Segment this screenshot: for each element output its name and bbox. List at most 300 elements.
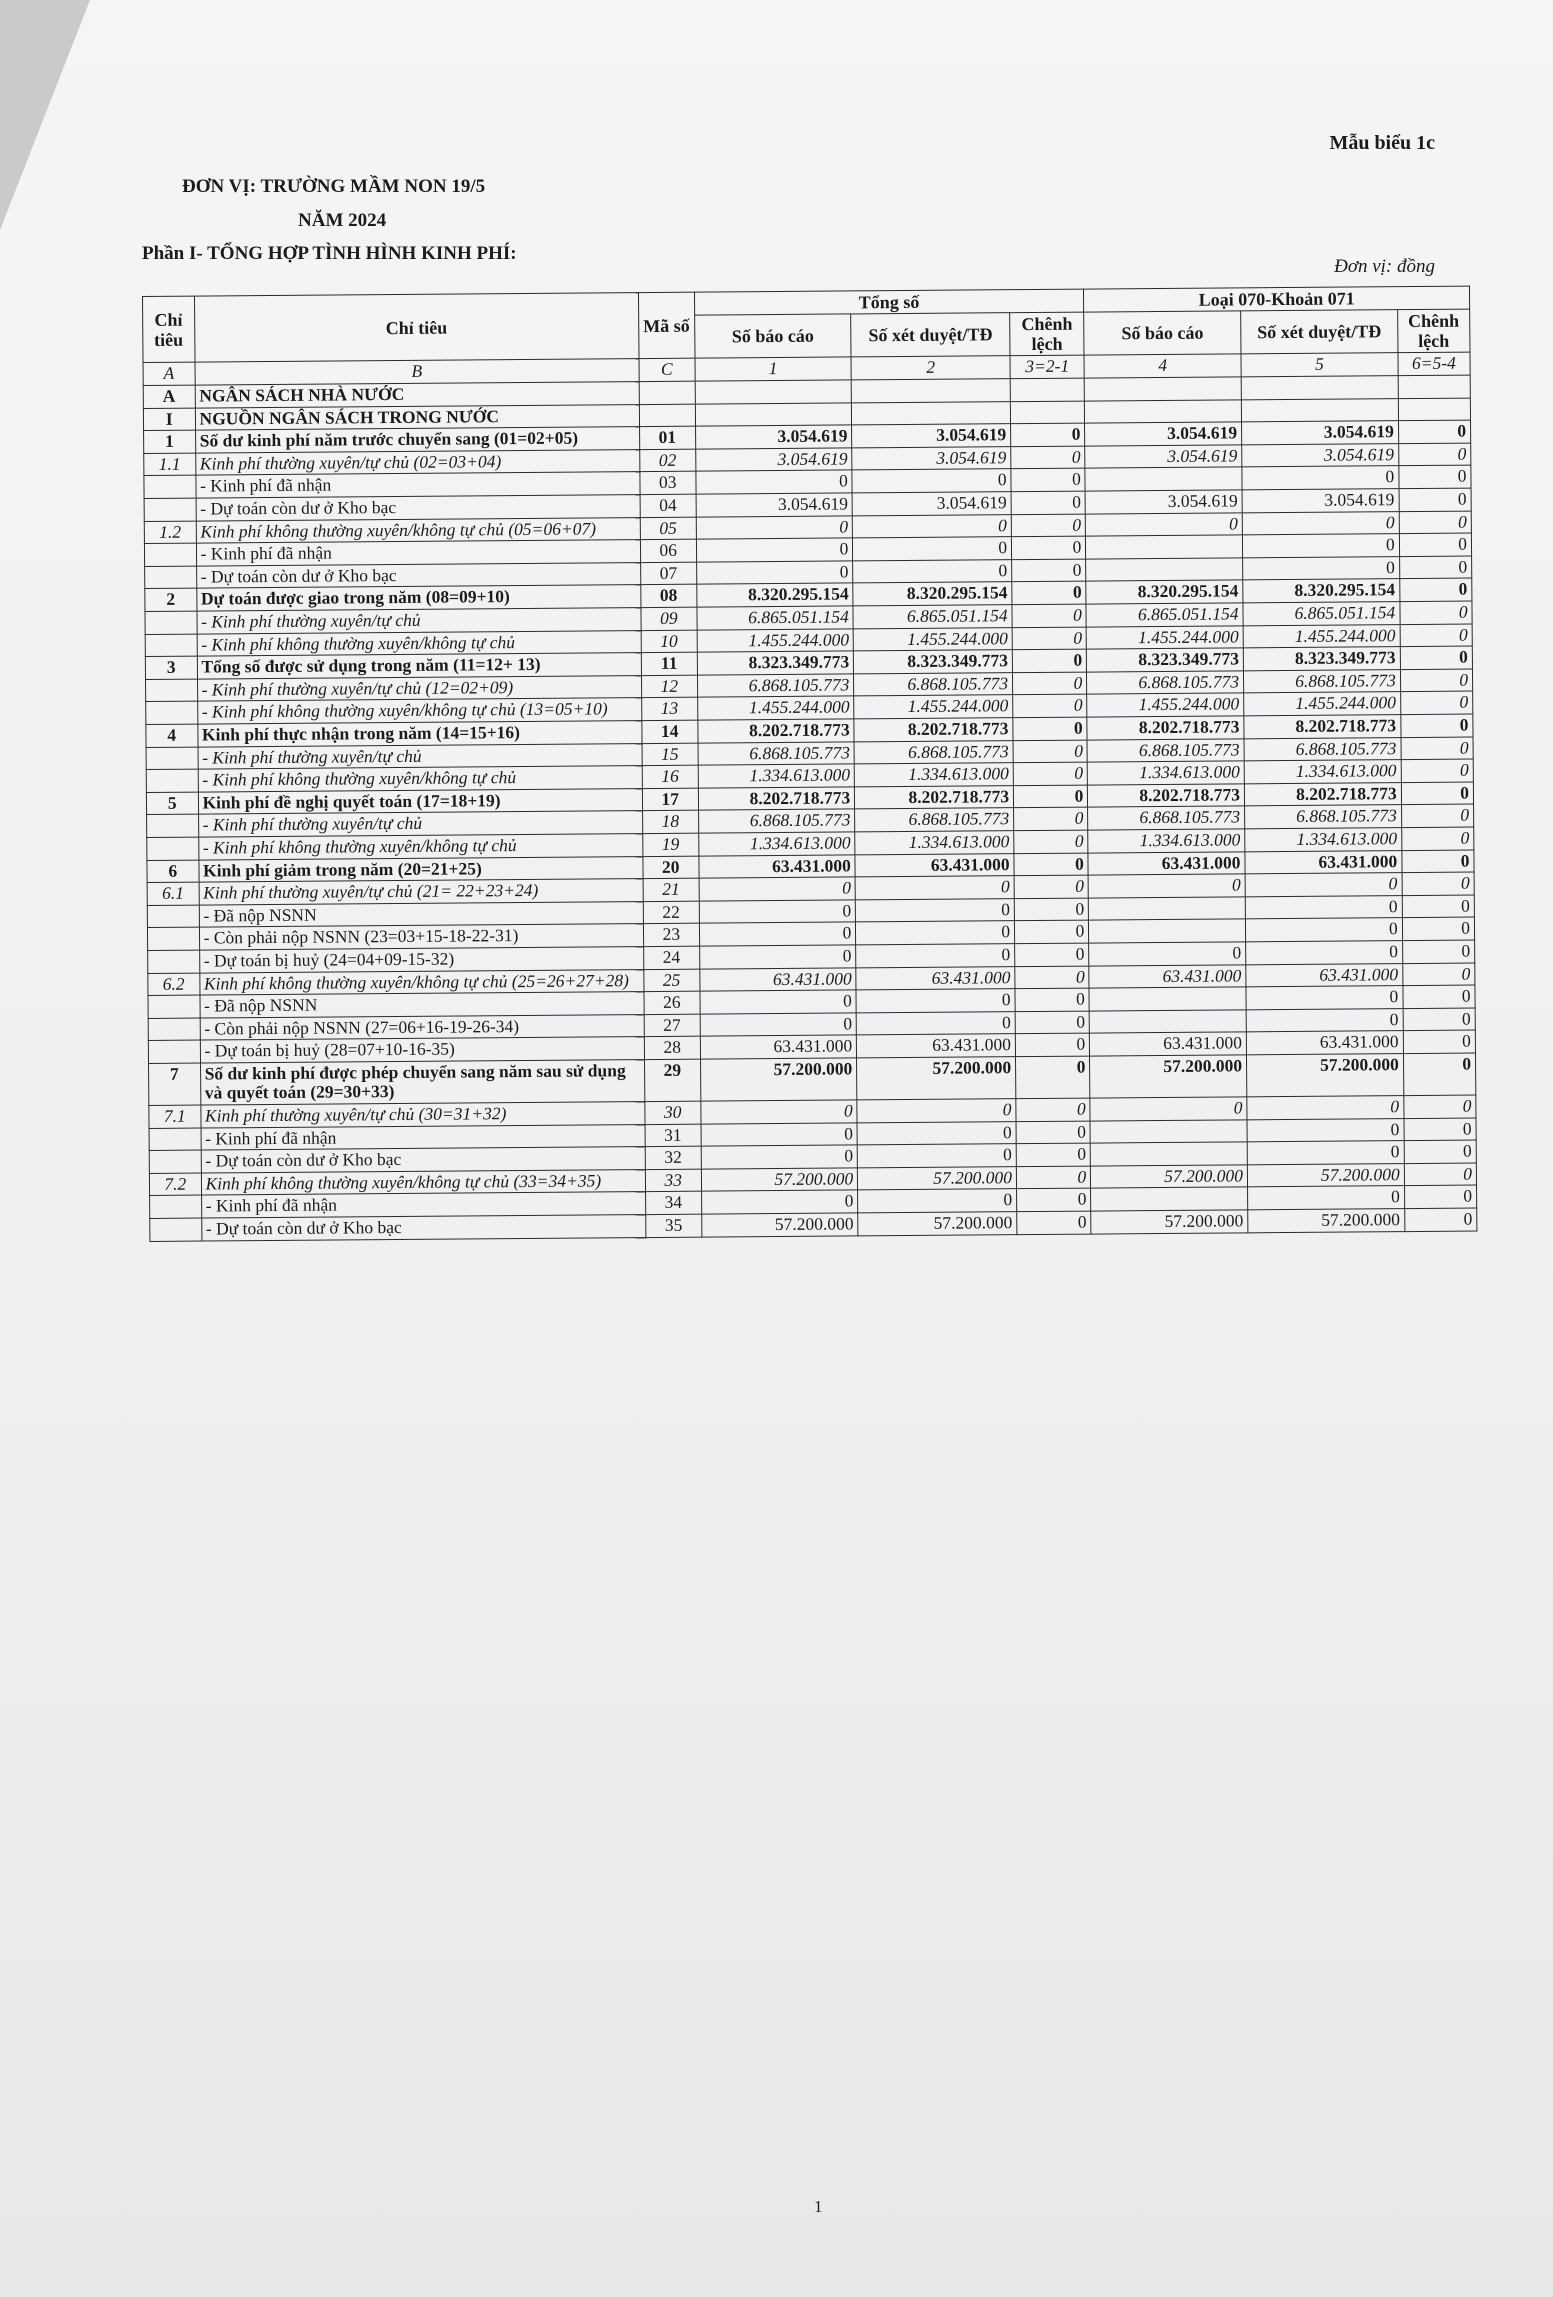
- row-index: 7.2: [149, 1173, 201, 1196]
- row-approved-type: 0: [1246, 986, 1403, 1010]
- row-code: 22: [643, 901, 699, 924]
- row-approved-type: 0: [1245, 918, 1402, 942]
- row-reported-total: 8.202.718.773: [697, 719, 854, 743]
- part-title: Phần I- TỔNG HỢP TÌNH HÌNH KINH PHÍ:: [142, 243, 517, 264]
- row-code: 32: [645, 1146, 701, 1169]
- row-reported-type: 1.455.244.000: [1086, 625, 1243, 649]
- row-reported-type: 1.455.244.000: [1087, 693, 1244, 717]
- row-code: 08: [641, 585, 697, 608]
- row-reported-type: 0: [1089, 942, 1246, 966]
- row-approved-type: 1.455.244.000: [1243, 624, 1400, 648]
- form-code: Mẫu biểu 1c: [1329, 132, 1435, 154]
- row-index: 6.2: [148, 973, 200, 996]
- row-item-name: Kinh phí giảm trong năm (20=21+25): [198, 856, 643, 882]
- row-item-name: Kinh phí thường xuyên/tự chủ (21= 22+23+24): [199, 879, 644, 905]
- row-approved-type: 6.868.105.773: [1245, 805, 1402, 829]
- row-item-name: Kinh phí không thường xuyên/không tự chủ (33=34+35): [201, 1169, 646, 1195]
- row-diff-total: 0: [1012, 627, 1086, 650]
- row-code: 13: [642, 698, 698, 721]
- row-diff-total: 0: [1016, 1056, 1091, 1099]
- row-code: 07: [641, 562, 697, 585]
- row-index: I: [143, 408, 195, 431]
- row-reported-type: 3.054.619: [1085, 422, 1242, 446]
- row-reported-type: [1086, 558, 1243, 582]
- row-approved-type: 8.320.295.154: [1243, 579, 1400, 603]
- row-item-name: - Còn phải nộp NSNN (27=06+16-19-26-34): [200, 1014, 645, 1040]
- row-code: 16: [642, 765, 698, 788]
- row-diff-type: [1398, 375, 1470, 398]
- row-item-name: - Dự toán bị huỷ (28=07+10-16-35): [200, 1037, 645, 1063]
- row-reported-total: 6.868.105.773: [697, 674, 854, 698]
- row-diff-total: 0: [1013, 762, 1087, 785]
- col-header-approved: Số xét duyệt/TĐ: [851, 313, 1010, 358]
- row-index: 1.1: [144, 453, 196, 476]
- colref-cell: A: [143, 363, 195, 386]
- row-diff-type: 0: [1403, 985, 1475, 1008]
- row-reported-total: 0: [696, 538, 853, 562]
- row-item-name: NGÂN SÁCH NHÀ NƯỚC: [195, 382, 640, 408]
- row-code: 02: [640, 449, 696, 472]
- page-number: 1: [814, 2197, 823, 2216]
- row-diff-total: 0: [1013, 717, 1087, 740]
- row-approved-total: 57.200.000: [858, 1167, 1017, 1191]
- row-approved-type: 1.334.613.000: [1244, 760, 1401, 784]
- row-diff-total: 0: [1016, 1121, 1090, 1144]
- row-item-name: Số dư kinh phí được phép chuyển sang năm sau sử dụng và quyết toán (29=30+33): [200, 1059, 645, 1105]
- row-approved-total: 3.054.619: [852, 424, 1011, 448]
- row-reported-total: 0: [699, 877, 856, 901]
- row-diff-type: 0: [1402, 917, 1474, 940]
- row-code: 33: [645, 1169, 701, 1192]
- row-approved-type: 63.431.000: [1245, 850, 1402, 874]
- row-reported-total: 63.431.000: [699, 854, 856, 878]
- row-approved-total: 0: [856, 921, 1015, 945]
- row-item-name: - Kinh phí không thường xuyên/không tự chủ: [198, 834, 643, 860]
- row-approved-total: 3.054.619: [852, 492, 1011, 516]
- row-reported-total: 0: [696, 561, 853, 585]
- row-index: A: [143, 385, 195, 408]
- row-approved-type: 3.054.619: [1242, 421, 1399, 445]
- row-diff-type: 0: [1401, 804, 1473, 827]
- row-item-name: - Kinh phí đã nhận: [195, 472, 640, 498]
- row-approved-total: 63.431.000: [855, 853, 1014, 877]
- col-group-type: Loại 070-Khoản 071: [1084, 286, 1470, 312]
- row-reported-type: [1089, 987, 1246, 1011]
- row-reported-type: 8.320.295.154: [1086, 580, 1243, 604]
- row-item-name: - Kinh phí đã nhận: [196, 540, 641, 566]
- colref-cell: 2: [851, 356, 1010, 380]
- row-reported-type: [1090, 1142, 1247, 1166]
- row-reported-type: 63.431.000: [1090, 1032, 1247, 1056]
- row-item-name: Dự toán được giao trong năm (08=09+10): [196, 585, 641, 611]
- row-diff-type: 0: [1402, 850, 1474, 873]
- row-diff-type: 0: [1404, 1140, 1476, 1163]
- row-diff-type: 0: [1404, 1095, 1476, 1118]
- row-diff-type: 0: [1403, 1030, 1475, 1053]
- row-reported-type: 0: [1090, 1097, 1247, 1121]
- row-approved-total: 63.431.000: [857, 1034, 1016, 1058]
- row-approved-total: 63.431.000: [856, 966, 1015, 990]
- row-reported-total: 0: [701, 1123, 858, 1147]
- row-code: 04: [640, 494, 696, 517]
- colref-cell: C: [639, 359, 695, 382]
- row-diff-type: 0: [1402, 872, 1474, 895]
- row-reported-total: 0: [699, 922, 856, 946]
- row-diff-type: [1398, 398, 1470, 421]
- row-item-name: - Đã nộp NSNN: [199, 901, 644, 927]
- row-diff-total: 0: [1011, 423, 1085, 446]
- row-code: 01: [639, 426, 695, 449]
- row-item-name: - Kinh phí đã nhận: [201, 1192, 646, 1218]
- row-index: [146, 747, 198, 770]
- col-header-reported: Số báo cáo: [694, 314, 851, 359]
- row-reported-total: 63.431.000: [700, 1035, 857, 1059]
- row-approved-type: 0: [1245, 895, 1402, 919]
- row-reported-total: 1.455.244.000: [697, 629, 854, 653]
- row-approved-type: 0: [1242, 466, 1399, 490]
- row-diff-total: 0: [1017, 1189, 1091, 1212]
- row-diff-total: 0: [1013, 694, 1087, 717]
- row-approved-total: [851, 379, 1010, 403]
- row-diff-type: 0: [1400, 669, 1472, 692]
- row-index: 1: [144, 430, 196, 453]
- row-approved-total: 0: [856, 989, 1015, 1013]
- row-code: 09: [641, 607, 697, 630]
- row-diff-total: 0: [1016, 1166, 1090, 1189]
- row-approved-total: 0: [853, 559, 1012, 583]
- row-approved-total: 6.868.105.773: [854, 740, 1013, 764]
- row-reported-type: [1085, 467, 1242, 491]
- row-item-name: - Còn phải nộp NSNN (23=03+15-18-22-31): [199, 924, 644, 950]
- row-item-name: Kinh phí thực nhận trong năm (14=15+16): [197, 721, 642, 747]
- row-index: [147, 927, 199, 950]
- row-approved-type: 57.200.000: [1247, 1053, 1404, 1096]
- row-reported-total: 1.334.613.000: [698, 832, 855, 856]
- row-index: [146, 679, 198, 702]
- row-diff-total: 0: [1014, 853, 1088, 876]
- row-index: 2: [145, 588, 197, 611]
- col-header-approved-2: Số xét duyệt/TĐ: [1241, 310, 1398, 355]
- row-approved-type: 8.202.718.773: [1244, 715, 1401, 739]
- row-approved-total: 6.868.105.773: [855, 808, 1014, 832]
- row-diff-total: 0: [1016, 1098, 1090, 1121]
- row-diff-type: 0: [1404, 1208, 1476, 1231]
- row-diff-type: 0: [1398, 443, 1470, 466]
- row-approved-type: 0: [1242, 534, 1399, 558]
- row-approved-type: 6.865.051.154: [1243, 602, 1400, 626]
- col-group-total: Tổng số: [694, 289, 1084, 315]
- row-reported-type: [1085, 400, 1242, 424]
- row-approved-total: 0: [857, 1144, 1016, 1168]
- row-code: 12: [641, 675, 697, 698]
- row-item-name: Tổng số được sử dụng trong năm (11=12+ 13): [197, 653, 642, 679]
- row-diff-type: 0: [1399, 488, 1471, 511]
- row-reported-total: 0: [700, 1100, 857, 1124]
- row-approved-type: 6.868.105.773: [1243, 669, 1400, 693]
- row-diff-type: 0: [1400, 624, 1472, 647]
- row-approved-total: 8.320.295.154: [853, 582, 1012, 606]
- row-index: [146, 769, 198, 792]
- row-reported-total: 6.868.105.773: [698, 741, 855, 765]
- row-approved-total: 0: [853, 514, 1012, 538]
- row-diff-total: 0: [1014, 920, 1088, 943]
- row-reported-type: 63.431.000: [1088, 851, 1245, 875]
- row-code: 25: [644, 969, 700, 992]
- row-diff-type: 0: [1398, 420, 1470, 443]
- row-diff-type: 0: [1404, 1163, 1476, 1186]
- row-reported-total: 8.202.718.773: [698, 787, 855, 811]
- row-diff-total: 0: [1013, 672, 1087, 695]
- row-reported-type: 0: [1088, 874, 1245, 898]
- row-approved-type: [1241, 376, 1398, 400]
- row-code: 17: [642, 788, 698, 811]
- row-reported-total: 0: [701, 1145, 858, 1169]
- row-code: [639, 381, 695, 404]
- row-reported-type: [1086, 535, 1243, 559]
- row-diff-total: 0: [1012, 649, 1086, 672]
- row-approved-type: 1.455.244.000: [1244, 692, 1401, 716]
- row-item-name: - Kinh phí thường xuyên/tự chủ: [198, 743, 643, 769]
- row-diff-total: 0: [1016, 1143, 1090, 1166]
- row-index: [147, 905, 199, 928]
- row-item-name: Kinh phí không thường xuyên/không tự chủ (25=26+27+28): [199, 969, 644, 995]
- row-approved-total: 0: [858, 1189, 1017, 1213]
- row-diff-type: 0: [1404, 1118, 1476, 1141]
- row-approved-type: 63.431.000: [1246, 963, 1403, 987]
- col-header-code: Mã số: [638, 292, 694, 359]
- row-reported-total: 0: [700, 990, 857, 1014]
- row-index: 4: [146, 724, 198, 747]
- row-reported-type: 8.202.718.773: [1087, 716, 1244, 740]
- row-item-name: Số dư kinh phí năm trước chuyển sang (01=02+05): [195, 427, 640, 453]
- row-code: 29: [644, 1059, 700, 1102]
- row-diff-total: [1010, 401, 1084, 424]
- row-code: 24: [644, 946, 700, 969]
- row-code: 19: [643, 833, 699, 856]
- row-item-name: - Dự toán còn dư ở Kho bạc: [196, 495, 641, 521]
- row-approved-type: 0: [1242, 511, 1399, 535]
- row-index: 6: [147, 860, 199, 883]
- row-index: 6.1: [147, 882, 199, 905]
- row-approved-total: 0: [857, 1121, 1016, 1145]
- row-reported-total: 6.865.051.154: [697, 606, 854, 630]
- colref-cell: 3=2-1: [1010, 356, 1084, 379]
- row-reported-total: 3.054.619: [696, 493, 853, 517]
- row-code: 35: [646, 1214, 702, 1237]
- row-code: [639, 404, 695, 427]
- row-code: 14: [642, 720, 698, 743]
- row-reported-total: 1.455.244.000: [697, 696, 854, 720]
- row-approved-total: [852, 401, 1011, 425]
- row-reported-total: 57.200.000: [701, 1168, 858, 1192]
- row-index: [146, 701, 198, 724]
- row-code: 06: [640, 539, 696, 562]
- row-diff-type: 0: [1400, 601, 1472, 624]
- row-reported-type: 6.868.105.773: [1088, 806, 1245, 830]
- row-approved-type: [1241, 398, 1398, 422]
- row-reported-total: 57.200.000: [701, 1213, 858, 1237]
- row-reported-total: [695, 403, 852, 427]
- row-diff-total: 0: [1014, 875, 1088, 898]
- row-code: 05: [640, 517, 696, 540]
- unit-name: ĐƠN VỊ: TRƯỜNG MẦM NON 19/5: [182, 176, 486, 197]
- row-code: 20: [643, 856, 699, 879]
- row-index: [148, 1018, 200, 1041]
- row-approved-total: 57.200.000: [858, 1212, 1017, 1236]
- row-approved-type: 3.054.619: [1242, 443, 1399, 467]
- row-item-name: - Đã nộp NSNN: [200, 992, 645, 1018]
- row-reported-total: 6.868.105.773: [698, 809, 855, 833]
- col-header-diff-2: Chênh lệch: [1397, 309, 1470, 353]
- row-diff-type: 0: [1399, 578, 1471, 601]
- row-item-name: Kinh phí không thường xuyên/không tự chủ (05=06+07): [196, 517, 641, 543]
- row-diff-type: 0: [1400, 646, 1472, 669]
- row-code: 11: [641, 652, 697, 675]
- row-diff-total: 0: [1015, 1033, 1089, 1056]
- row-item-name: - Kinh phí không thường xuyên/không tự chủ (13=05+10): [197, 698, 642, 724]
- row-approved-type: 8.323.349.773: [1243, 647, 1400, 671]
- row-item-name: - Dự toán bị huỷ (24=04+09-15-32): [199, 946, 644, 972]
- row-code: 27: [644, 1014, 700, 1037]
- row-diff-total: 0: [1011, 491, 1085, 514]
- row-index: [148, 950, 200, 973]
- row-diff-total: 0: [1013, 785, 1087, 808]
- row-item-name: - Kinh phí thường xuyên/tự chủ: [197, 608, 642, 634]
- row-code: 34: [645, 1192, 701, 1215]
- row-diff-total: 0: [1011, 514, 1085, 537]
- row-approved-type: 0: [1247, 1118, 1404, 1142]
- col-header-index: Chỉ tiêu: [143, 296, 195, 363]
- row-diff-total: 0: [1014, 807, 1088, 830]
- colref-cell: 6=5-4: [1398, 353, 1470, 376]
- row-diff-total: 0: [1012, 604, 1086, 627]
- row-reported-total: 0: [699, 900, 856, 924]
- row-diff-total: 0: [1017, 1211, 1091, 1234]
- row-reported-type: 0: [1086, 512, 1243, 536]
- row-diff-total: 0: [1011, 469, 1085, 492]
- row-reported-total: [695, 380, 852, 404]
- row-item-name: Kinh phí đề nghị quyết toán (17=18+19): [198, 788, 643, 814]
- row-diff-type: 0: [1401, 737, 1473, 760]
- row-code: 26: [644, 991, 700, 1014]
- row-diff-type: 0: [1401, 759, 1473, 782]
- row-index: [150, 1218, 202, 1241]
- row-reported-type: [1089, 1010, 1246, 1034]
- row-approved-total: 0: [853, 537, 1012, 561]
- row-approved-type: 8.202.718.773: [1244, 782, 1401, 806]
- row-reported-total: 1.334.613.000: [698, 764, 855, 788]
- row-index: [150, 1196, 202, 1219]
- row-diff-type: 0: [1403, 1008, 1475, 1031]
- row-reported-type: 3.054.619: [1085, 445, 1242, 469]
- row-diff-type: 0: [1402, 940, 1474, 963]
- row-reported-total: 57.200.000: [700, 1058, 857, 1101]
- row-code: 21: [643, 878, 699, 901]
- row-item-name: Kinh phí thường xuyên/tự chủ (02=03+04): [195, 449, 640, 475]
- row-reported-total: 8.323.349.773: [697, 651, 854, 675]
- row-index: [147, 837, 199, 860]
- row-approved-total: 8.202.718.773: [854, 718, 1013, 742]
- row-reported-type: 1.334.613.000: [1088, 761, 1245, 785]
- row-diff-total: 0: [1015, 988, 1089, 1011]
- row-approved-total: 1.455.244.000: [854, 695, 1013, 719]
- row-approved-type: 0: [1248, 1186, 1405, 1210]
- row-reported-total: 0: [701, 1190, 858, 1214]
- row-index: [144, 476, 196, 499]
- row-index: 3: [145, 656, 197, 679]
- row-item-name: - Dự toán còn dư ở Kho bạc: [201, 1147, 646, 1173]
- row-diff-total: 0: [1014, 830, 1088, 853]
- report-year: NĂM 2024: [298, 210, 387, 231]
- row-approved-total: 1.455.244.000: [853, 627, 1012, 651]
- row-diff-type: 0: [1402, 963, 1474, 986]
- row-reported-total: 0: [699, 945, 856, 969]
- row-diff-total: 0: [1015, 943, 1089, 966]
- row-reported-type: 8.202.718.773: [1088, 784, 1245, 808]
- row-approved-total: 0: [852, 469, 1011, 493]
- row-approved-type: 6.868.105.773: [1244, 737, 1401, 761]
- row-approved-total: 57.200.000: [857, 1057, 1016, 1100]
- row-item-name: - Kinh phí thường xuyên/tự chủ (12=02+09): [197, 675, 642, 701]
- page-corner-shadow: [0, 0, 90, 230]
- row-index: [149, 1150, 201, 1173]
- row-index: [149, 1128, 201, 1151]
- row-approved-type: 1.334.613.000: [1245, 828, 1402, 852]
- row-reported-type: [1089, 919, 1246, 943]
- row-index: 7: [149, 1063, 201, 1106]
- funding-summary-table: [142, 286, 1477, 1242]
- row-reported-type: 3.054.619: [1085, 490, 1242, 514]
- row-approved-total: 6.865.051.154: [853, 605, 1012, 629]
- row-index: [148, 1040, 200, 1063]
- row-item-name: - Kinh phí đã nhận: [201, 1124, 646, 1150]
- row-reported-type: 1.334.613.000: [1088, 829, 1245, 853]
- row-reported-type: 8.323.349.773: [1087, 648, 1244, 672]
- row-approved-total: 3.054.619: [852, 447, 1011, 471]
- row-approved-type: 57.200.000: [1247, 1163, 1404, 1187]
- row-diff-type: 0: [1402, 895, 1474, 918]
- row-approved-type: 0: [1246, 941, 1403, 965]
- row-approved-type: 0: [1245, 873, 1402, 897]
- row-diff-type: 0: [1400, 691, 1472, 714]
- row-diff-type: 0: [1403, 1053, 1476, 1096]
- row-diff-type: 0: [1401, 782, 1473, 805]
- row-item-name: - Kinh phí thường xuyên/tự chủ: [198, 811, 643, 837]
- row-diff-total: 0: [1011, 446, 1085, 469]
- row-diff-type: 0: [1399, 511, 1471, 534]
- row-code: 15: [642, 743, 698, 766]
- row-reported-type: 6.868.105.773: [1087, 738, 1244, 762]
- row-approved-total: 6.868.105.773: [854, 672, 1013, 696]
- row-reported-total: 0: [696, 516, 853, 540]
- colref-cell: 1: [695, 357, 852, 381]
- col-header-item: Chỉ tiêu: [194, 293, 639, 363]
- row-item-name: Kinh phí thường xuyên/tự chủ (30=31+32): [200, 1102, 645, 1128]
- row-diff-type: 0: [1399, 556, 1471, 579]
- row-code: 23: [643, 923, 699, 946]
- row-item-name: - Kinh phí không thường xuyên/không tự chủ: [197, 630, 642, 656]
- row-diff-total: 0: [1014, 898, 1088, 921]
- row-item-name: - Kinh phí không thường xuyên/không tự chủ: [198, 766, 643, 792]
- row-approved-total: 8.202.718.773: [855, 785, 1014, 809]
- row-index: [144, 498, 196, 521]
- col-header-diff: Chênh lệch: [1010, 312, 1085, 356]
- row-reported-type: 57.200.000: [1091, 1165, 1248, 1189]
- colref-cell: 4: [1084, 354, 1241, 378]
- row-code: 31: [645, 1124, 701, 1147]
- row-reported-type: 63.431.000: [1089, 964, 1246, 988]
- row-reported-type: 57.200.000: [1091, 1210, 1248, 1234]
